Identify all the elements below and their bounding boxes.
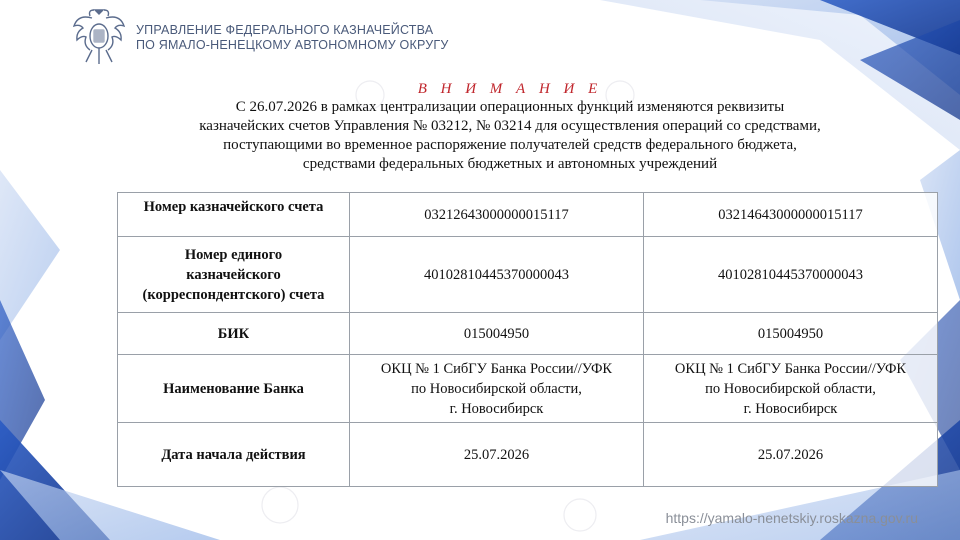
row-label: БИК bbox=[118, 313, 350, 355]
requisites-table bbox=[117, 192, 938, 487]
row-label: Номер единого казначейского (корреспондентского) счета bbox=[118, 237, 350, 313]
account-cell: 03214643000000015117 bbox=[644, 193, 938, 237]
organization-name bbox=[136, 23, 448, 53]
table-row bbox=[118, 313, 938, 355]
account-cell: 40102810445370000043 bbox=[350, 237, 644, 313]
notice-line: средствами федеральных бюджетных и автономных учреждений bbox=[302, 156, 718, 172]
account-cell: 03212643000000015117 bbox=[350, 193, 644, 237]
row-label: Наименование Банка bbox=[118, 355, 350, 423]
org-line-2: ПО ЯМАЛО-НЕНЕЦКОМУ АВТОНОМНОМУ ОКРУГУ bbox=[136, 38, 449, 52]
account-cell: 40102810445370000043 bbox=[644, 237, 938, 313]
table-row bbox=[118, 237, 938, 313]
org-line-1: УПРАВЛЕНИЕ ФЕДЕРАЛЬНОГО КАЗНАЧЕЙСТВА bbox=[136, 23, 434, 37]
bank-name-cell: ОКЦ № 1 СибГУ Банка России//УФК по Новосибирской области, г. Новосибирск bbox=[644, 355, 938, 423]
bik-cell: 015004950 bbox=[644, 313, 938, 355]
header bbox=[70, 6, 448, 70]
notice-title: В Н И М А Н И Е bbox=[417, 81, 603, 97]
table-row bbox=[118, 193, 938, 237]
row-label: Дата начала действия bbox=[118, 423, 350, 487]
table-row bbox=[118, 355, 938, 423]
notice-line: С 26.07.2026 в рамках централизации операционных функций изменяются реквизиты bbox=[235, 99, 785, 115]
notice-line: казначейских счетов Управления № 03212, № 03214 для осуществления операций со средствами, bbox=[199, 118, 821, 134]
bank-name-cell: ОКЦ № 1 СибГУ Банка России//УФК по Новосибирской области, г. Новосибирск bbox=[350, 355, 644, 423]
date-cell: 25.07.2026 bbox=[350, 423, 644, 487]
date-cell: 25.07.2026 bbox=[644, 423, 938, 487]
table-row bbox=[118, 423, 938, 487]
bik-cell: 015004950 bbox=[350, 313, 644, 355]
row-label: Номер казначейского счета bbox=[118, 193, 350, 237]
notice-line: поступающими во временное распоряжение получателей средств федерального бюджета, bbox=[223, 137, 797, 153]
double-headed-eagle-icon bbox=[70, 6, 128, 70]
website-url: https://yamalo-nenetskiy.roskazna.gov.ru bbox=[665, 510, 918, 526]
notice bbox=[100, 80, 920, 174]
